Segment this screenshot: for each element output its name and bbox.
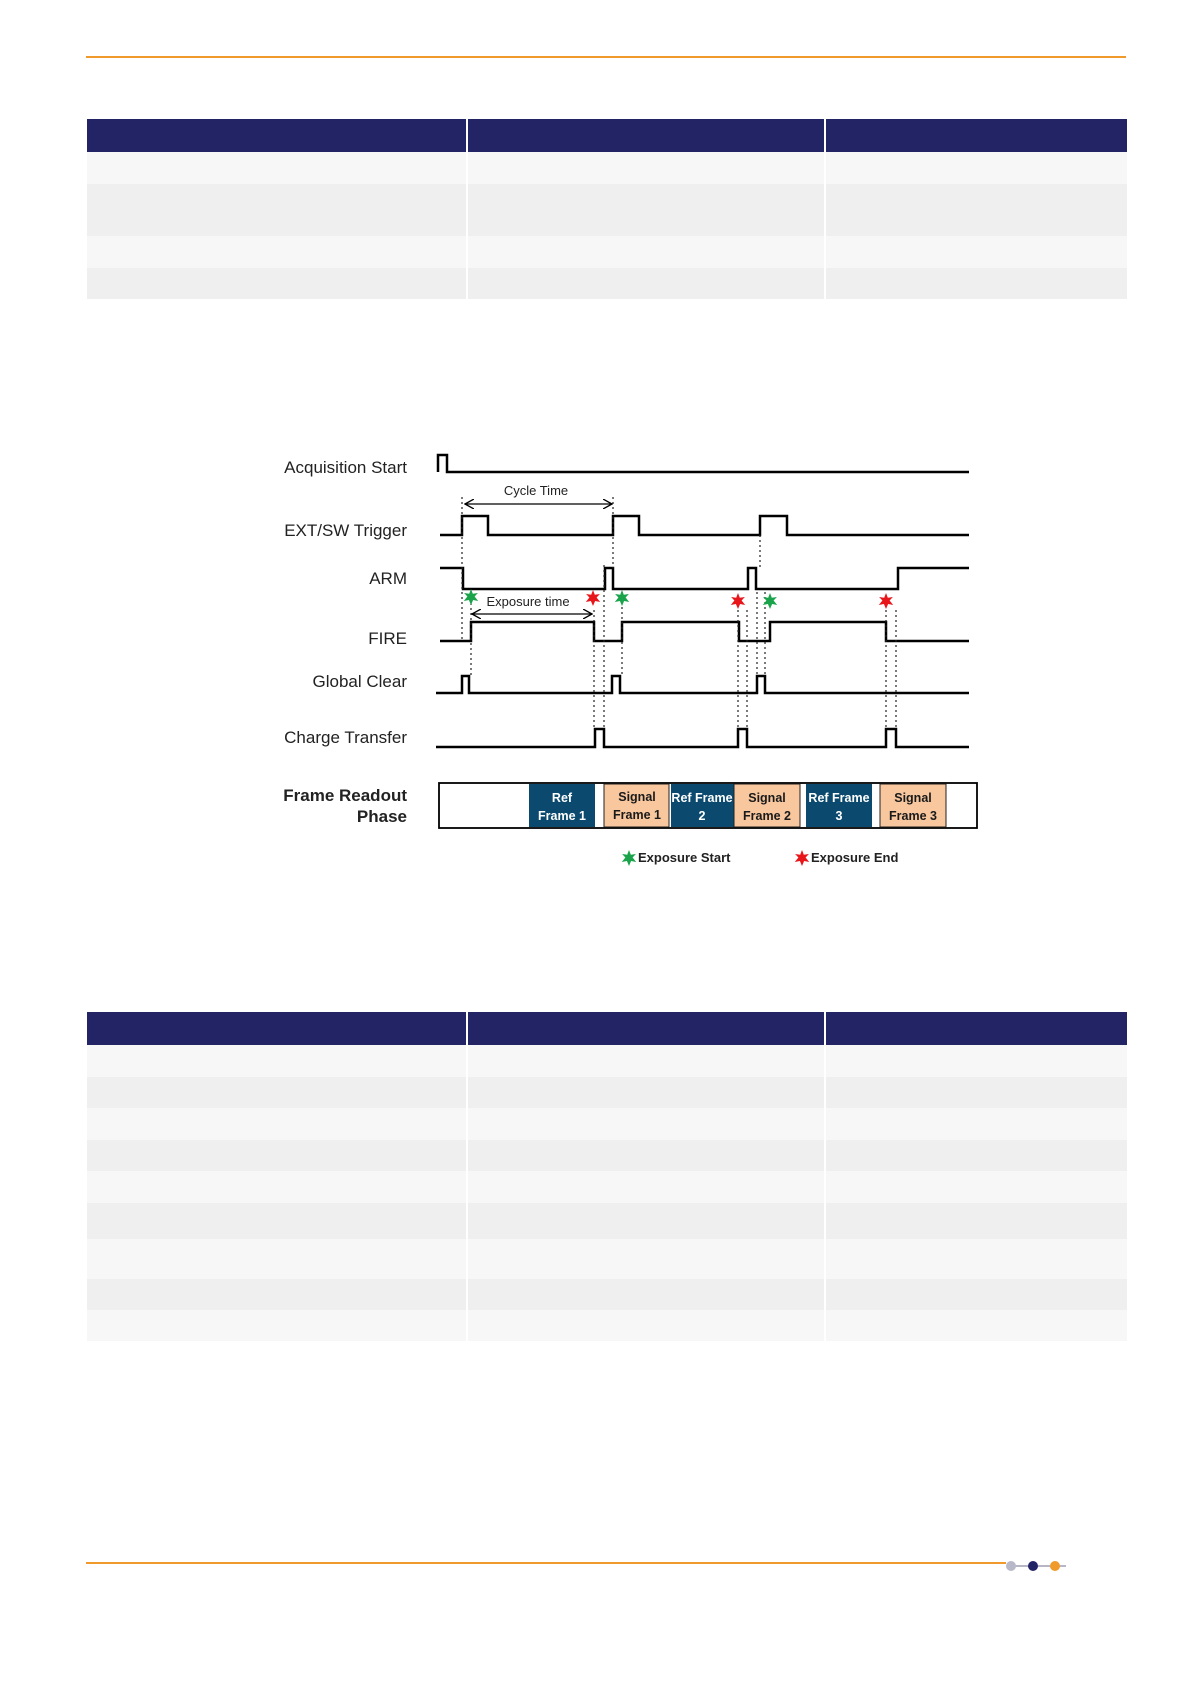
table-bottom — [87, 1012, 1127, 1341]
frame-signal-2-line2: Frame 2 — [743, 809, 791, 823]
footer-rule — [86, 1562, 1006, 1564]
table-row — [87, 1310, 1127, 1341]
frame-ref-3-line2: 3 — [835, 809, 843, 823]
table-row — [87, 1108, 1127, 1140]
legend-exposure-start-icon — [622, 850, 636, 866]
frame-signal-1-line1: Signal — [618, 790, 656, 804]
table-row — [87, 1279, 1127, 1310]
label-acquisition-start: Acquisition Start — [284, 458, 407, 477]
table-row — [87, 1171, 1127, 1203]
legend-exposure-end: Exposure End — [811, 850, 899, 865]
frame-signal-3-line2: Frame 3 — [889, 809, 937, 823]
frame-signal-1-line2: Frame 1 — [613, 808, 661, 822]
waveform-acquisition-start — [438, 455, 969, 472]
label-frame-readout-phase: Phase — [356, 807, 407, 826]
frame-ref-1-line2: Frame 1 — [538, 809, 586, 823]
waveform-charge-transfer — [436, 729, 969, 747]
label-frame-readout: Frame Readout — [283, 786, 407, 805]
frame-signal-2-line1: Signal — [748, 791, 786, 805]
exposure-end-marker — [586, 590, 600, 606]
legend-exposure-start: Exposure Start — [638, 850, 731, 865]
exposure-end-marker — [731, 593, 745, 609]
legend-exposure-end-icon — [795, 850, 809, 866]
waveform-arm — [440, 568, 969, 589]
table-bottom-col-2 — [467, 1012, 825, 1045]
exposure-start-marker — [763, 593, 777, 609]
label-fire: FIRE — [368, 629, 407, 648]
label-trigger: EXT/SW Trigger — [284, 521, 407, 540]
cycle-time-label: Cycle Time — [503, 483, 569, 498]
waveform-global-clear — [436, 676, 969, 693]
table-row — [87, 1203, 1127, 1239]
frame-ref-2-line1: Ref Frame — [671, 791, 733, 805]
frame-ref-3-line1: Ref Frame — [808, 791, 870, 805]
table-row — [87, 1045, 1127, 1077]
table-bottom-header — [87, 1012, 1127, 1045]
table-row — [87, 1077, 1127, 1108]
frame-signal-3-line1: Signal — [894, 791, 932, 805]
table-bottom-col-3 — [825, 1012, 1127, 1045]
label-arm: ARM — [369, 569, 407, 588]
table-row — [87, 1140, 1127, 1171]
exposure-end-marker — [879, 593, 893, 609]
exposure-start-marker — [615, 590, 629, 606]
footer-dots-logo — [1006, 1560, 1070, 1572]
waveform-trigger — [440, 516, 969, 535]
exposure-time-label: Exposure time — [486, 594, 570, 609]
table-bottom-col-1 — [87, 1012, 467, 1045]
label-charge-transfer: Charge Transfer — [284, 728, 407, 747]
frame-ref-2-line2: 2 — [698, 809, 706, 823]
label-global-clear: Global Clear — [312, 672, 407, 691]
frame-ref-1-line1: Ref — [551, 791, 573, 805]
exposure-start-marker — [464, 589, 478, 605]
table-row — [87, 1239, 1127, 1279]
waveform-fire — [440, 622, 969, 641]
